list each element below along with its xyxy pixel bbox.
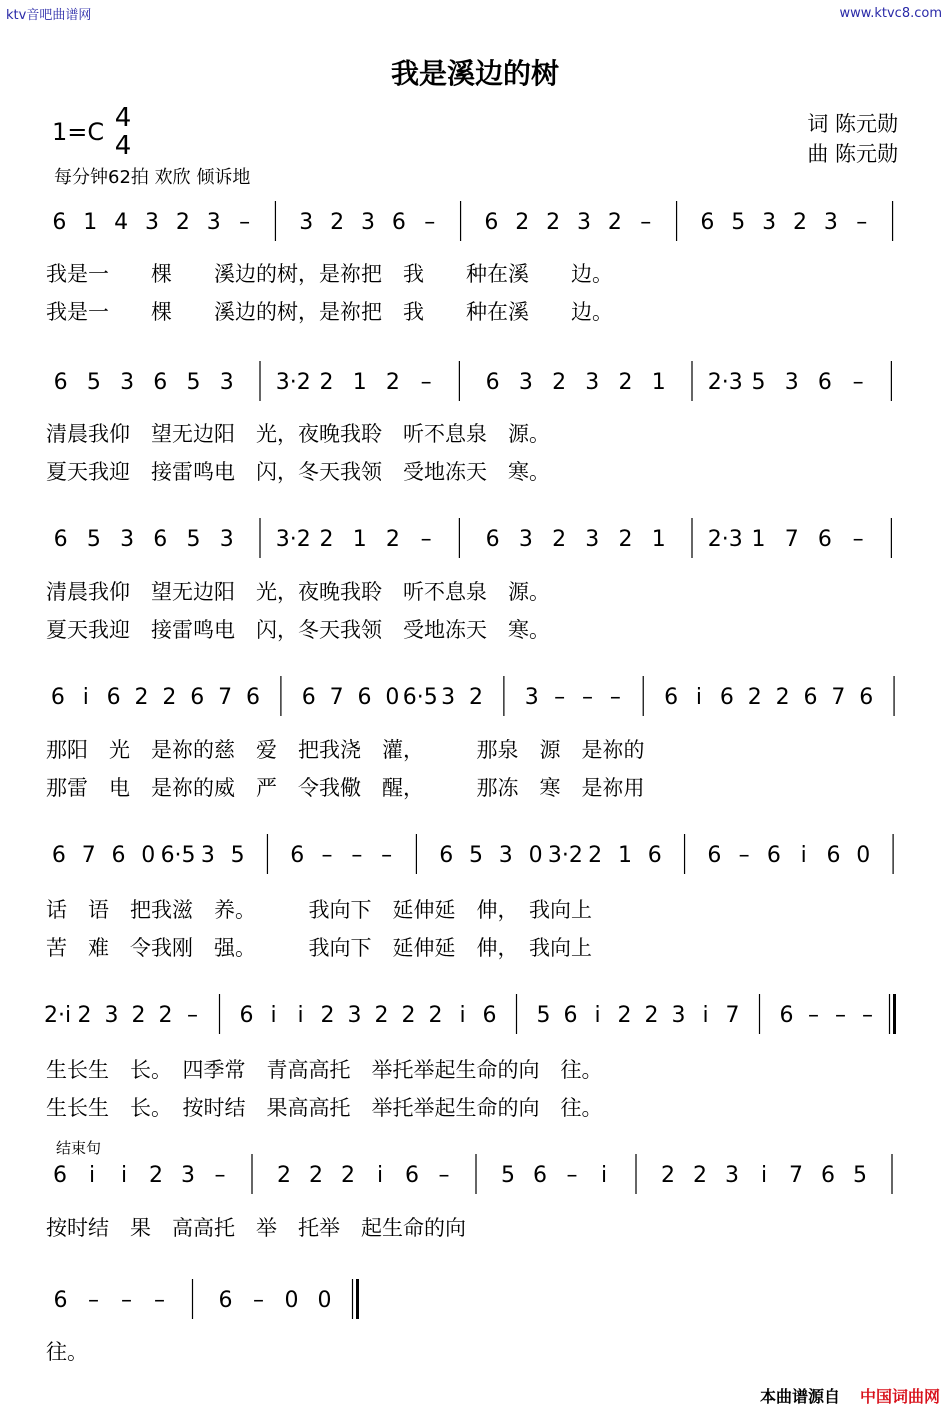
- note: 3: [585, 527, 600, 552]
- tempo-marking: 每分钟62拍 欢欣 倾诉地: [54, 167, 251, 188]
- note: 2: [134, 685, 149, 710]
- note: 2: [277, 1163, 291, 1188]
- note: 6: [52, 210, 67, 235]
- note: 6: [190, 685, 205, 710]
- note: 3: [181, 1163, 195, 1188]
- note: 6: [482, 1003, 497, 1028]
- note: –: [351, 843, 363, 868]
- note: 2: [693, 1163, 707, 1188]
- watermark-left: ktv音吧曲谱网: [6, 8, 92, 23]
- note: –: [420, 370, 432, 395]
- note: 2: [793, 210, 807, 235]
- note: 2: [131, 1003, 146, 1028]
- note: 3: [219, 370, 234, 395]
- note: –: [862, 1003, 873, 1028]
- note: 3·2: [275, 370, 311, 395]
- note: i: [600, 1163, 608, 1188]
- lyric-line: 苦 难 令我刚 强。 我向下 延伸延 伸， 我向上: [46, 936, 592, 960]
- note: 2: [552, 370, 567, 395]
- lyric-line: 生长生 长。 四季常 青高高托 举托举起生命的向 往。: [46, 1058, 603, 1082]
- notation-svg: [44, 1283, 374, 1323]
- note: –: [566, 1163, 578, 1188]
- lyric-line: 我是一 棵 溪边的树，是祢把 我 种在溪 边。: [46, 300, 613, 324]
- note: i: [297, 1003, 304, 1028]
- lyricist-credit: 词 陈元勋: [807, 112, 898, 136]
- note: 3: [299, 210, 314, 235]
- notation-svg: [44, 838, 908, 878]
- note: 3: [784, 370, 799, 395]
- note: 3: [219, 527, 234, 552]
- note: 6: [719, 685, 734, 710]
- note: 2: [330, 210, 345, 235]
- note: 6: [647, 843, 662, 868]
- time-signature-top: 4: [114, 103, 132, 133]
- note: 1: [651, 527, 666, 552]
- note: 6: [817, 527, 832, 552]
- notation-svg: [44, 522, 908, 562]
- lyric-line: 那雷 电 是祢的威 严 令我儆 醒， 那冻 寒 是祢用: [46, 776, 645, 800]
- note: i: [702, 1003, 709, 1028]
- note: 0: [317, 1288, 332, 1313]
- note: 2: [319, 527, 334, 552]
- note: –: [852, 370, 864, 395]
- note: i: [459, 1003, 466, 1028]
- note: 3: [104, 1003, 119, 1028]
- note: i: [82, 685, 89, 710]
- note: 6: [439, 843, 454, 868]
- note: 6: [153, 527, 168, 552]
- note: i: [695, 685, 703, 710]
- lyric-line: 我是一 棵 溪边的树，是祢把 我 种在溪 边。: [46, 262, 613, 286]
- note: 5: [186, 527, 201, 552]
- note: 3: [577, 210, 591, 235]
- notation-svg: [44, 680, 908, 720]
- note: 6: [391, 210, 406, 235]
- note: 2: [401, 1003, 416, 1028]
- source-site: 中国词曲网: [859, 1387, 940, 1406]
- note: 3: [120, 527, 135, 552]
- notation-row: [44, 1158, 908, 1198]
- note: –: [609, 685, 621, 710]
- note: 2: [546, 210, 561, 235]
- note: 2·3: [707, 370, 743, 395]
- notation-svg: [44, 365, 908, 405]
- note: i: [376, 1163, 384, 1188]
- note: 3: [671, 1003, 686, 1028]
- time-signature-bottom: 4: [114, 131, 132, 161]
- song-title: 我是溪边的树: [390, 57, 559, 90]
- notation-row: [44, 365, 908, 405]
- note: 3: [725, 1163, 739, 1188]
- note: 6: [301, 685, 316, 710]
- note: 2: [607, 210, 622, 235]
- note: 6: [485, 370, 500, 395]
- note: 3: [441, 685, 456, 710]
- note: 3: [361, 210, 375, 235]
- ending-label: 结束句: [56, 1139, 102, 1157]
- note: 5: [86, 527, 101, 552]
- note: 6: [153, 370, 168, 395]
- notation-svg: [44, 998, 908, 1038]
- note: 7: [725, 1003, 740, 1028]
- note: –: [581, 685, 593, 710]
- note: 6: [53, 370, 68, 395]
- note: 5: [536, 1003, 551, 1028]
- lyric-line: 按时结 果 高高托 举 托举 起生命的向: [46, 1216, 466, 1240]
- note: 5: [751, 370, 766, 395]
- note: 3: [585, 370, 600, 395]
- note: 2·3: [707, 527, 743, 552]
- notation-row: [44, 522, 908, 562]
- note: 7: [329, 685, 344, 710]
- note: 3: [518, 370, 533, 395]
- note: 7: [784, 527, 799, 552]
- note: 3: [518, 527, 533, 552]
- note: 0: [385, 685, 400, 710]
- note: i: [594, 1003, 601, 1028]
- note: 5: [501, 1163, 515, 1188]
- note: 2: [775, 685, 790, 710]
- lyric-line: 话 语 把我滋 养。 我向下 延伸延 伸， 我向上: [46, 898, 592, 922]
- note: 6: [218, 1288, 233, 1313]
- note: 2: [374, 1003, 389, 1028]
- note: 2: [618, 370, 633, 395]
- note: 6: [826, 843, 841, 868]
- note: 6: [50, 685, 65, 710]
- source-credit: [760, 1384, 940, 1407]
- note: 7: [789, 1163, 803, 1188]
- note: 3: [823, 210, 838, 235]
- note: 2: [469, 685, 483, 710]
- note: 6·5: [160, 843, 196, 868]
- notation-row: [44, 205, 908, 245]
- note: –: [856, 210, 868, 235]
- note: 2: [162, 685, 177, 710]
- note: –: [424, 210, 436, 235]
- note: –: [420, 527, 432, 552]
- note: i: [270, 1003, 277, 1028]
- note: –: [438, 1163, 450, 1188]
- note: 6: [664, 685, 679, 710]
- note: 2: [428, 1003, 443, 1028]
- note: 6: [290, 843, 305, 868]
- lyric-line: 往。: [46, 1340, 88, 1364]
- notation-row: [44, 998, 908, 1038]
- note: 3: [120, 370, 135, 395]
- note: 1: [617, 843, 632, 868]
- note: 6: [484, 210, 499, 235]
- note: 2: [618, 527, 633, 552]
- note: i: [120, 1163, 128, 1188]
- lyric-line: 那阳 光 是祢的慈 爱 把我浇 灌， 那泉 源 是祢的: [46, 738, 645, 762]
- note: 5: [731, 210, 746, 235]
- watermark-right: www.ktvc8.com: [839, 6, 942, 21]
- note: 0: [856, 843, 871, 868]
- note: –: [852, 527, 864, 552]
- note: 3: [200, 843, 215, 868]
- note: 6: [779, 1003, 794, 1028]
- note: 3: [498, 843, 513, 868]
- note: 6: [817, 370, 832, 395]
- note: –: [808, 1003, 819, 1028]
- note: 3: [762, 210, 777, 235]
- lyric-line: 清晨我仰 望无边阳 光，夜晚我聆 听不息泉 源。: [46, 580, 550, 604]
- note: 6: [563, 1003, 578, 1028]
- note: 6: [766, 843, 781, 868]
- note: 1: [83, 210, 98, 235]
- note: 2: [175, 210, 190, 235]
- note: 2: [341, 1163, 355, 1188]
- note: 6: [111, 843, 126, 868]
- note: –: [121, 1288, 132, 1313]
- notation-svg: [44, 1158, 908, 1198]
- lyric-line: 夏天我迎 接雷鸣电 闪，冬天我领 受地冻天 寒。: [46, 618, 550, 642]
- note: 1: [352, 370, 367, 395]
- note: 2: [77, 1003, 92, 1028]
- note: 2: [385, 527, 400, 552]
- note: 5: [186, 370, 201, 395]
- note: 6: [53, 527, 68, 552]
- note: –: [640, 210, 652, 235]
- lyric-line: 清晨我仰 望无边阳 光，夜晚我聆 听不息泉 源。: [46, 422, 550, 446]
- note: 1: [751, 527, 766, 552]
- note: 0: [141, 843, 156, 868]
- note: 2: [661, 1163, 675, 1188]
- note: 2: [149, 1163, 163, 1188]
- note: 4: [114, 210, 129, 235]
- note: 6: [803, 685, 818, 710]
- note: 2: [515, 210, 530, 235]
- note: –: [214, 1163, 226, 1188]
- note: i: [88, 1163, 96, 1188]
- note: 2: [617, 1003, 632, 1028]
- note: 3: [524, 685, 539, 710]
- note: –: [554, 685, 566, 710]
- note: 5: [853, 1163, 867, 1188]
- note: i: [800, 843, 807, 868]
- note: 6: [707, 843, 722, 868]
- note: i: [760, 1163, 768, 1188]
- notation-svg: [44, 205, 908, 245]
- note: –: [381, 843, 393, 868]
- note: 6: [106, 685, 121, 710]
- note: 6: [485, 527, 500, 552]
- note: 2: [385, 370, 400, 395]
- note: 0: [528, 843, 543, 868]
- notation-row: [44, 1283, 374, 1323]
- note: –: [154, 1288, 165, 1313]
- note: 3: [206, 210, 221, 235]
- note: 3: [145, 210, 159, 235]
- note: 5: [230, 843, 245, 868]
- note: 6: [53, 1288, 68, 1313]
- note: 6: [859, 685, 874, 710]
- lyric-line: 夏天我迎 接雷鸣电 闪，冬天我领 受地冻天 寒。: [46, 460, 550, 484]
- note: 6: [357, 685, 372, 710]
- note: 6: [405, 1163, 419, 1188]
- note: –: [187, 1003, 198, 1028]
- note: 2: [552, 527, 567, 552]
- note: 1: [352, 527, 367, 552]
- note: 1: [651, 370, 666, 395]
- note: 6: [533, 1163, 547, 1188]
- note: 6·5: [402, 685, 438, 710]
- notation-row: [44, 838, 908, 878]
- note: 5: [469, 843, 483, 868]
- note: 2: [158, 1003, 173, 1028]
- note: 3: [347, 1003, 362, 1028]
- note: 7: [831, 685, 846, 710]
- source-label: 本曲谱源自: [759, 1387, 840, 1406]
- note: 2·i: [43, 1003, 72, 1028]
- lyric-line: 生长生 长。 按时结 果高高托 举托举起生命的向 往。: [46, 1096, 603, 1120]
- note: –: [239, 210, 251, 235]
- note: 7: [218, 685, 233, 710]
- note: 2: [309, 1163, 323, 1188]
- note: 2: [747, 685, 762, 710]
- composer-credit: 曲 陈元勋: [807, 142, 898, 166]
- note: 2: [644, 1003, 659, 1028]
- note: 6: [53, 1163, 67, 1188]
- note: 6: [246, 685, 261, 710]
- note: 5: [86, 370, 101, 395]
- key-signature: 1=C: [52, 118, 105, 146]
- note: 2: [320, 1003, 335, 1028]
- notation-row: [44, 680, 908, 720]
- note: –: [738, 843, 750, 868]
- note: 2: [588, 843, 603, 868]
- note: –: [321, 843, 333, 868]
- note: –: [253, 1288, 264, 1313]
- note: 3·2: [275, 527, 311, 552]
- note: 6: [51, 843, 66, 868]
- note: 2: [319, 370, 334, 395]
- note: 6: [700, 210, 715, 235]
- note: –: [835, 1003, 846, 1028]
- note: 0: [284, 1288, 299, 1313]
- time-signature: [108, 104, 138, 160]
- note: 6: [239, 1003, 254, 1028]
- note: –: [88, 1288, 99, 1313]
- note: 6: [821, 1163, 835, 1188]
- note: 7: [81, 843, 96, 868]
- note: 3·2: [547, 843, 583, 868]
